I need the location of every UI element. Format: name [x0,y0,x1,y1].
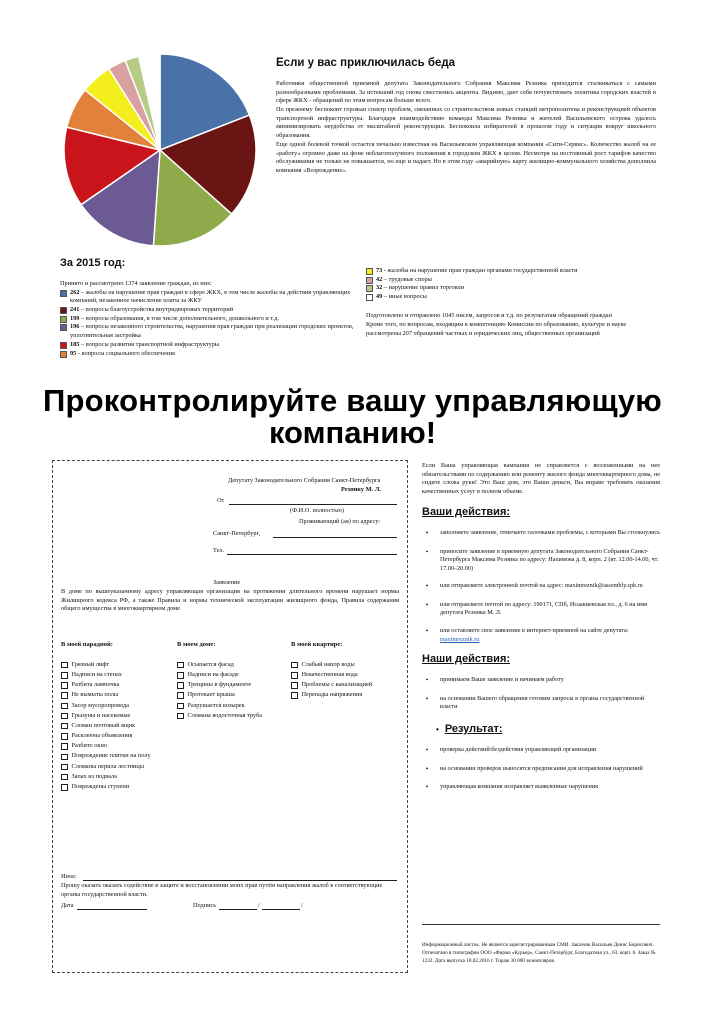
checkbox[interactable] [177,662,184,669]
checkbox-label: Сломана водосточная труба [187,711,262,719]
list-item: • или отправляете электронной почтой на адрес: maximreznik@assembly.spb.ru [425,582,643,591]
checkbox-row[interactable] [61,691,151,701]
article-body [276,80,656,176]
list-item: • или отправляете почтой по адресу: 190171, СПб, Исаакиевская пл., д. 6 на имя депутата Резника М. Л. [422,601,660,618]
form-title: Заявление [213,579,241,586]
stats-legend-left [60,280,360,358]
list-item: • на основании Вашего обращения готовим запросы в органы государственной власти [422,695,660,712]
living-label: Проживающий (ая) по адресу: [299,518,381,525]
result-title: • Результат: [436,722,503,735]
checkbox-row[interactable] [291,660,372,670]
legend-item [60,350,360,359]
col-entrance-title: В моей парадной: [61,641,113,648]
house-checklist [177,660,262,721]
headline [20,385,685,448]
pie-svg [60,50,260,250]
checkbox[interactable] [61,754,68,761]
checkbox[interactable] [177,672,184,679]
checkbox-row[interactable] [61,660,151,670]
legend-swatch [366,277,373,284]
checkbox-label: Протекает крыша [187,691,235,699]
article-paragraph: Работники общественной приемной депутата Законодательного Собрания Максима Резника приходится сталкиваться с самыми разнообразными проблемами. За истекший год снова сместились акценты. Видимо, дает себя почувствовать политика городских властей в сфере ЖКХ - обращений по этим вопросам больше всего. [276,80,656,105]
instructions-intro: Если Ваша управляющая кампания не справляется с возложенными на нее обязательствами по содержанию или ремонту жилого фонда многоквартирного дома, не сидите сложа руки! Это Ваш дом, это Ваши деньги, Вы вправе требовать оказания качественных услуг в полном объеме. [422,462,660,496]
stats-note: Кроме того, по вопросам, входящим в компетенцию Комиссии по образованию, культуре и науке рассмотрены 207 обращений частных и юридических лиц, общественных организаций [366,321,627,338]
address-field[interactable] [273,537,397,538]
sign-separator: / [301,902,303,909]
legend-label: – трудовые споры [382,275,432,283]
our-actions-title: Наши действия: [422,653,511,666]
checkbox-label: Грызуны и насекомые [71,711,131,719]
checkbox[interactable] [177,692,184,699]
legend-item [60,341,360,350]
checkbox[interactable] [291,662,298,669]
checkbox[interactable] [61,713,68,720]
checkbox[interactable] [61,692,68,699]
checkbox-label: Надписи на фасаде [187,670,239,678]
checkbox-label: Разбито окно [71,742,107,750]
checkbox-label: Не вымыты полы [71,691,119,699]
list-item-text: принимаем Ваше заявление и начинаем работу [440,676,564,684]
legend-swatch [60,324,67,331]
list-item-text: управляющая компания исправляет выявленные нарушения [440,783,598,791]
checkbox[interactable] [177,713,184,720]
legend-value: 42 [376,275,383,283]
checkbox[interactable] [61,682,68,689]
checkbox-row[interactable] [61,701,151,711]
legend-swatch [60,307,67,314]
legend-item [366,293,656,302]
checkbox[interactable] [61,703,68,710]
legend-swatch [60,342,67,349]
pie-chart [60,50,260,250]
legend-item [366,284,656,293]
headline-line: Проконтролируйте вашу управляющую [43,383,662,418]
legend-swatch [366,285,373,292]
checkbox-label: Грязный лифт [71,660,110,668]
legend-label: – нарушение правил торговли [382,284,465,292]
checkbox-row[interactable] [61,711,151,721]
col-apartment-title: В моей квартире: [291,641,343,648]
article-paragraph: По прежнему беспокоит горожан спектр проблем, связанных со строительством новых станций метрополитена и реконструкцией объектов транспортной инфраструктуры. Благодаря взаимодействию команды Максима Резника и жителей Васильевского острова удалось минимизировать неудобства от масштабной реконструкции. Беспокоила избирателей в прошлом году и ситуация вокруг школьного образования. [276,106,656,140]
list-item: • принимаем Ваше заявление и начинаем работу [425,676,564,685]
checkbox-row[interactable] [61,680,151,690]
other-field[interactable] [83,880,397,881]
checkbox[interactable] [61,764,68,771]
your-actions-title: Ваши действия: [422,505,511,518]
list-item-text: или оставляете свое заявление в интернет-приемной на сайте депутата: [440,626,629,634]
sign-name-field[interactable] [262,909,300,910]
list-item-text: на основании Вашего обращения готовим запросы в органы государственной власти [440,694,645,711]
checkbox-label: Проблемы с канализацией [301,681,373,689]
stats-title: За 2015 год: [60,257,126,269]
checkbox[interactable] [61,723,68,730]
checkbox[interactable] [61,743,68,750]
checkbox-label: Повреждение плитки на полу [71,752,151,760]
checkbox-row[interactable] [61,721,151,731]
checkbox-row[interactable] [61,772,151,782]
checkbox-row[interactable] [61,742,151,752]
checkbox-label: Надписи на стенах [71,670,122,678]
legend-value: 49 [376,293,383,301]
form-request: Прошу оказать оказать содействие в защите и восстановлении моих прав путём направления жалоб в соответствующие органы государственной власти. [61,882,383,898]
legend-value: 95 [70,349,77,357]
checkbox-label: Сломан почтовый ящик [71,721,136,729]
list-item: • на основании проверок выносятся предписания для исправления нарушений [425,764,643,773]
checkbox-row[interactable] [291,691,372,701]
date-label: Дата [61,902,74,909]
sign-separator: / [258,902,260,909]
list-item: • приносите заявление в приемную депутата Законодательного Собрания Санкт-Петербурга Максима Резника по адресу: Нахимова д. 8, корп. 2 (вт. 12.00-14.00, чт. 17.00–20.00) [425,547,659,572]
legend-label: – жалобы на нарушение прав граждан в сфере ЖКХ, в том числе жалобы на действия управляющих компаний, незаконное начисление платы за ЖКУ [70,288,351,305]
legend-label: – иные вопросы [382,293,427,301]
checkbox[interactable] [291,692,298,699]
form-addressee: Депутату Законодательного Собрания Санкт-Петербурга [228,477,381,484]
checkbox-label: Разбита лампочка [71,681,120,689]
checkbox-row[interactable] [177,711,262,721]
apartment-checklist [291,660,372,701]
checkbox[interactable] [61,733,68,740]
complaint-form [52,460,408,973]
checkbox-label: Повреждены ступени [71,783,130,790]
checkbox-row[interactable] [61,731,151,741]
checkbox-label: Перепады напряжения [301,691,363,699]
checkbox[interactable] [177,703,184,710]
list-item: • заполняете заявление, отмечаете галочками проблемы, с которыми Вы столкнулись [425,528,660,537]
entrance-checklist [61,660,151,792]
checkbox-row[interactable] [61,782,151,792]
legend-swatch [60,351,67,358]
legend-item [60,306,360,315]
legend-item [60,289,360,306]
legend-item [60,315,360,324]
legend-label: – вопросы благоустройства внутридворовых территорий [79,306,234,314]
checkbox[interactable] [177,682,184,689]
checkbox[interactable] [61,774,68,781]
legend-swatch [60,290,67,297]
legend-value: 241 [70,306,80,314]
list-item-text: или отправляете почтой по адресу: 190171, СПб, Исаакиевская пл., д. 6 на имя депутата Резника М. Л. [440,600,647,617]
legend-label: – вопросы незаконного строительства, нарушения прав граждан при реализации городских проектов, уплотнительная застройка [70,323,354,340]
checkbox-label: Расклеены объявления [71,732,133,740]
legend-item [366,276,656,285]
result-title-text: Результат: [444,722,503,735]
from-label: От [217,497,225,504]
stats-legend-right [366,267,656,339]
fio-hint: (Ф.И.О. полностью) [290,507,344,514]
disclaimer: Информационный листок. Не является зарегистрированным СМИ. Заказчик Васильев Денис Борисович. Отпечатано в типографии ООО «Фирма «Курьер», Санкт-Петербург, Благодатная ул., 63, корп. 6. Заказ № 1232. Дата выпуска 18.02.2016 г. Тираж 30 000 экземпляров. [422,924,660,965]
legend-value: 73 [376,267,383,274]
checkbox-label: Разрушается козырек [187,701,245,709]
headline-line: компанию! [268,414,437,450]
list-item-text: приносите заявление в приемную депутата Законодательного Собрания Санкт-Петербурга Максима Резника по адресу: Нахимова д. 8, корп. 2 (вт. 12.00-14.00, чт. 17.00–20.00) [440,547,659,572]
checkbox-label: Осыпается фасад [187,660,234,668]
legend-swatch [60,316,67,323]
legend-label: - вопросы социального обеспечения [76,349,175,357]
checkbox-row[interactable] [177,680,262,690]
date-field[interactable] [77,909,147,910]
checkbox-row[interactable] [177,670,262,680]
legend-value: 185 [70,340,80,348]
checkbox-row[interactable] [291,680,372,690]
sign-label: Подпись [193,902,217,909]
form-body: В доме по вышеуказанному адресу управляющая организация на протяжении длительного времени нарушает нормы Жилищного кодекса РФ, а также Правила и нормы технической эксплуатации жилищного фонда, Правила содержания общего имущества в многоквартирном доме [61,588,399,613]
checkbox-label: Запах из подвала [71,772,117,780]
checkbox-row[interactable] [177,691,262,701]
legend-swatch [366,294,373,301]
checkbox-row[interactable] [61,762,151,772]
legend-value: 32 [376,284,383,292]
list-item-text: заполняете заявление, отмечаете галочками проблемы, с которыми Вы столкнулись [440,528,660,536]
legend-item [60,323,360,340]
checkbox[interactable] [61,672,68,679]
site-link[interactable]: maximreznik.ru [440,635,480,643]
other-label: Иное: [61,873,77,880]
checkbox-row[interactable] [61,752,151,762]
sign-field[interactable] [219,909,257,910]
phone-label: Тел. [213,547,225,554]
checkbox-label: Трещины в фундаменте [187,681,252,689]
list-item: • проверка действий\бездействия управляющей организации [425,746,597,755]
checkbox-row[interactable] [177,701,262,711]
col-house-title: В моем доме: [177,641,216,648]
checkbox[interactable] [291,682,298,689]
legend-value: 199 [70,314,80,322]
checkbox-row[interactable] [61,670,151,680]
checkbox-label: Сломаны перила лестницы [71,762,144,770]
list-item: • или оставляете свое заявление в интернет-приемной на сайте депутата: maximreznik.ru [425,626,629,643]
checkbox-label: Слабый напор воды [301,660,355,668]
checkbox-row[interactable] [291,670,372,680]
legend-label: – вопросы развития транспортной инфраструктуры [79,340,220,348]
phone-field[interactable] [227,554,397,555]
article-paragraph: Еще одной болевой точкой остается печально известная на Васильевском управляющая компания «Сити-Сервис». Количество жалоб на ее «работу» огромно даже на фоне неблагополучного положения в городском ЖКХ в целом. Несмотря на постоянный рост тарифов качество обслуживания не только не повышается, но еще и падает. Но в этом году «аварийную» карту жилищно-коммунального хозяйства дополнила компания «Возрождение». [276,140,656,174]
list-item-text: или отправляете электронной почтой на адрес: maximreznik@assembly.spb.ru [440,582,643,590]
list-item: • управляющая компания исправляет выявленные нарушения [425,783,598,792]
form-addressee-name: Резнику М. Л. [341,486,381,493]
checkbox-label: Некачественная вода [301,670,358,678]
checkbox-label: Засор мусоропровода [71,701,130,709]
legend-label: – вопросы образования, в том числе дополнительного, дошкольного и т.д. [79,314,279,322]
legend-item [366,267,656,276]
from-field[interactable] [229,504,397,505]
legend-value: 196 [70,323,80,331]
checkbox[interactable] [61,784,68,791]
checkbox-row[interactable] [177,660,262,670]
list-item-text: проверка действий\бездействия управляющей организации [440,746,597,754]
list-item-text: на основании проверок выносятся предписания для исправления нарушений [440,764,643,772]
city-label: Санкт-Петербург, [213,530,260,537]
article-title: Если у вас приключилась беда [276,57,456,69]
legend-value: 262 [70,288,80,296]
checkbox[interactable] [61,662,68,669]
legend-swatch [366,268,373,275]
checkbox[interactable] [291,672,298,679]
instructions-column [422,462,660,793]
stats-intro: Принято и рассмотрено 1374 заявление граждан, из них: [60,280,212,287]
stats-note: Подготовлено и отправлено 1045 писем, запросов и т.д. по результатам обращений граждан [366,311,612,319]
legend-label: - жалобы на нарушение прав граждан органами государственной власти [382,267,578,274]
